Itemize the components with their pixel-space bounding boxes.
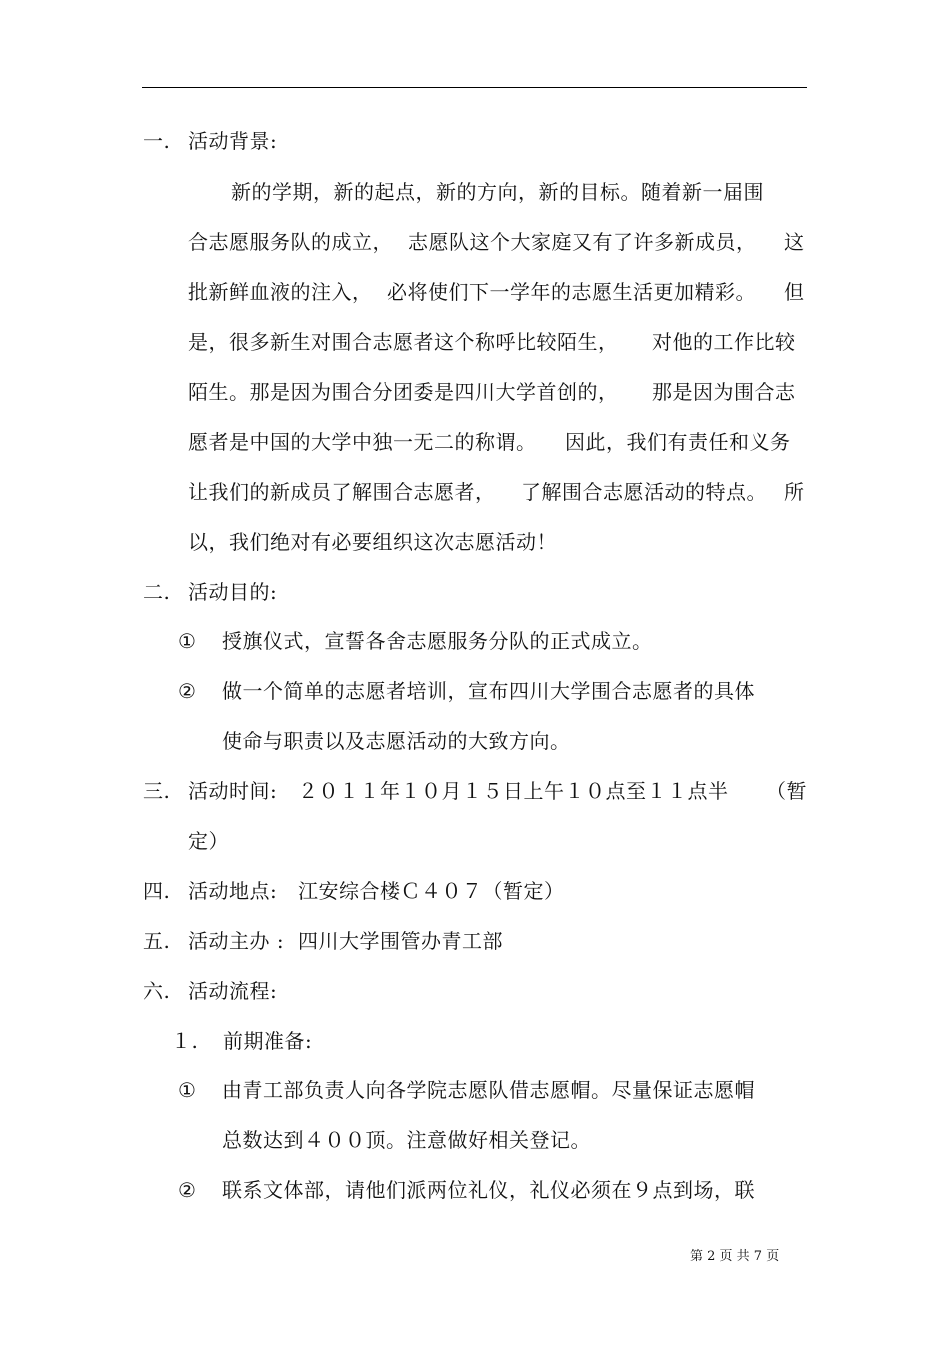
background-line-4b: 对他的工作比较	[652, 330, 796, 354]
section-4-title: 活动地点:	[188, 879, 278, 903]
background-line-3c: 但	[784, 280, 805, 304]
section-1-title: 活动背景:	[188, 129, 278, 153]
header-rule	[142, 87, 807, 88]
process-item-1-text-line-1: 由青工部负责人向各学院志愿队借志愿帽。尽量保证志愿帽	[222, 1078, 755, 1102]
process-step-1-title: 前期准备:	[223, 1029, 313, 1053]
background-line-2b: 志愿队这个大家庭又有了许多新成员，	[408, 230, 757, 254]
background-line-2a: 合志愿服务队的成立，	[188, 230, 393, 254]
section-6-number: 六.	[143, 979, 171, 1003]
background-line-7c: 所	[784, 480, 805, 504]
background-line-3a: 批新鲜血液的注入，	[188, 280, 373, 304]
page-footer: 第 2 页 共 7 页	[690, 1249, 780, 1264]
process-item-2-text-line-1: 联系文体部，请他们派两位礼仪，礼仪必须在９点到场，联	[222, 1178, 755, 1202]
activity-time-note: （暂	[766, 779, 807, 803]
background-line-5b: 那是因为围合志	[652, 380, 796, 404]
purpose-item-2-text-line-1: 做一个简单的志愿者培训，宣布四川大学围合志愿者的具体	[222, 679, 755, 703]
process-item-1-text-line-2: 总数达到４００顶。注意做好相关登记。	[222, 1128, 591, 1152]
section-2-number: 二.	[143, 580, 171, 604]
purpose-item-1-text: 授旗仪式，宣誓各舍志愿服务分队的正式成立。	[222, 629, 653, 653]
purpose-item-1-marker: ①	[178, 629, 197, 653]
purpose-item-2-marker: ②	[178, 679, 197, 703]
activity-organizer-value: 四川大学围管办青工部	[298, 929, 503, 953]
background-line-6b: 因此，我们有责任和义务	[565, 430, 791, 454]
background-line-4a: 是，很多新生对围合志愿者这个称呼比较陌生，	[188, 330, 619, 354]
background-line-3b: 必将使们下一学年的志愿生活更加精彩。	[387, 280, 756, 304]
section-5-title: 活动主办 :	[188, 929, 285, 953]
activity-time-value: ２０１１年１０月１５日上午１０点至１１点半	[298, 779, 729, 803]
section-3-number: 三.	[143, 779, 171, 803]
section-6-title: 活动流程:	[188, 979, 278, 1003]
process-step-1-number: １.	[171, 1029, 199, 1053]
section-3-title: 活动时间:	[188, 779, 278, 803]
activity-location-value: 江安综合楼Ｃ４０７（暂定）	[298, 879, 565, 903]
section-1-number: 一.	[143, 129, 171, 153]
background-line-7a: 让我们的新成员了解围合志愿者，	[188, 480, 496, 504]
background-line-1: 新的学期，新的起点，新的方向，新的目标。随着新一届围	[231, 180, 764, 204]
purpose-item-2-text-line-2: 使命与职责以及志愿活动的大致方向。	[222, 729, 571, 753]
process-item-1-marker: ①	[178, 1078, 197, 1102]
background-line-6a: 愿者是中国的大学中独一无二的称谓。	[188, 430, 537, 454]
background-line-8: 以，我们绝对有必要组织这次志愿活动！	[188, 530, 557, 554]
activity-time-note-continued: 定）	[188, 829, 229, 853]
section-5-number: 五.	[143, 929, 171, 953]
background-line-7b: 了解围合志愿活动的特点。	[521, 480, 767, 504]
background-line-2c: 这	[784, 230, 805, 254]
process-item-2-marker: ②	[178, 1178, 197, 1202]
section-4-number: 四.	[143, 879, 171, 903]
background-line-5a: 陌生。那是因为围合分团委是四川大学首创的，	[188, 380, 619, 404]
section-2-title: 活动目的:	[188, 580, 278, 604]
